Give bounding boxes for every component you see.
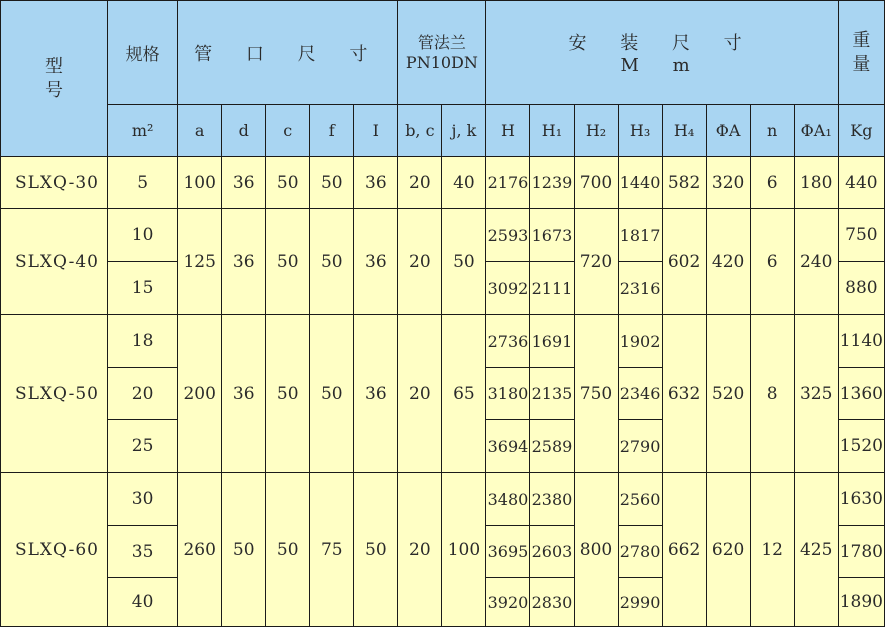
cell-h3: 2780 <box>618 526 662 578</box>
col-header: c <box>266 105 310 157</box>
cell-jk: 65 <box>442 315 486 473</box>
spec-cell: 35 <box>108 526 178 578</box>
spec-cell: 40 <box>108 578 178 627</box>
cell-d: 36 <box>222 315 266 473</box>
cell-phi-a: 420 <box>706 209 750 315</box>
cell-h: 2736 <box>486 315 530 368</box>
cell-h2: 720 <box>574 209 618 315</box>
cell-i: 36 <box>354 315 398 473</box>
cell-a: 260 <box>178 473 222 627</box>
col-header: H₄ <box>662 105 706 157</box>
col-header: a <box>178 105 222 157</box>
cell-h2: 800 <box>574 473 618 627</box>
cell-a: 200 <box>178 315 222 473</box>
cell-h1: 2111 <box>530 262 574 315</box>
cell-h: 3092 <box>486 262 530 315</box>
cell-phi-a: 520 <box>706 315 750 473</box>
col-header: H₂ <box>574 105 618 157</box>
cell-phi-a1: 240 <box>794 209 838 315</box>
cell-h1: 2603 <box>530 526 574 578</box>
header-install-size: 安 装 尺 寸 M m <box>486 1 838 105</box>
table-body <box>1 157 885 627</box>
cell-c: 50 <box>266 157 310 209</box>
model-cell: SLXQ-30 <box>1 157 108 209</box>
table-row <box>1 473 885 526</box>
table-header <box>1 1 885 157</box>
col-header: m² <box>108 105 178 157</box>
cell-f: 50 <box>310 209 354 315</box>
cell-kg: 1520 <box>838 420 884 473</box>
header-pipe-size: 管 口 尺 寸 <box>178 1 398 105</box>
col-header: ΦA <box>706 105 750 157</box>
spec-cell: 5 <box>108 157 178 209</box>
col-header: n <box>750 105 794 157</box>
cell-kg: 1780 <box>838 526 884 578</box>
cell-h1: 2589 <box>530 420 574 473</box>
spec-cell: 18 <box>108 315 178 368</box>
cell-f: 50 <box>310 315 354 473</box>
cell-h2: 750 <box>574 315 618 473</box>
cell-phi-a1: 425 <box>794 473 838 627</box>
col-header: I <box>354 105 398 157</box>
cell-i: 50 <box>354 473 398 627</box>
cell-h3: 1902 <box>618 315 662 368</box>
cell-i: 36 <box>354 209 398 315</box>
cell-h2: 700 <box>574 157 618 209</box>
cell-i: 36 <box>354 157 398 209</box>
spec-cell: 30 <box>108 473 178 526</box>
model-cell: SLXQ-50 <box>1 315 108 473</box>
col-header: H₁ <box>530 105 574 157</box>
cell-bc: 20 <box>398 473 442 627</box>
table-row <box>1 157 885 209</box>
spec-cell: 10 <box>108 209 178 262</box>
cell-h4: 602 <box>662 209 706 315</box>
header-model: 型 号 <box>1 1 108 157</box>
table-row <box>1 209 885 262</box>
cell-n: 12 <box>750 473 794 627</box>
cell-kg: 880 <box>838 262 884 315</box>
cell-h1: 1673 <box>530 209 574 262</box>
cell-jk: 100 <box>442 473 486 627</box>
cell-f: 75 <box>310 473 354 627</box>
spec-cell: 15 <box>108 262 178 315</box>
cell-h3: 2560 <box>618 473 662 526</box>
model-cell: SLXQ-40 <box>1 209 108 315</box>
cell-a: 100 <box>178 157 222 209</box>
cell-h4: 632 <box>662 315 706 473</box>
cell-phi-a: 320 <box>706 157 750 209</box>
cell-h3: 1440 <box>618 157 662 209</box>
cell-kg: 1140 <box>838 315 884 368</box>
cell-h1: 1239 <box>530 157 574 209</box>
cell-h: 3920 <box>486 578 530 627</box>
cell-d: 36 <box>222 209 266 315</box>
cell-c: 50 <box>266 473 310 627</box>
cell-kg: 1360 <box>838 368 884 420</box>
cell-h1: 2380 <box>530 473 574 526</box>
cell-h1: 2830 <box>530 578 574 627</box>
cell-a: 125 <box>178 209 222 315</box>
cell-h3: 2990 <box>618 578 662 627</box>
cell-h: 3480 <box>486 473 530 526</box>
cell-bc: 20 <box>398 209 442 315</box>
cell-kg: 1890 <box>838 578 884 627</box>
cell-f: 50 <box>310 157 354 209</box>
cell-jk: 40 <box>442 157 486 209</box>
col-header: Kg <box>838 105 884 157</box>
cell-n: 8 <box>750 315 794 473</box>
col-header: f <box>310 105 354 157</box>
cell-phi-a: 620 <box>706 473 750 627</box>
col-header: H₃ <box>618 105 662 157</box>
col-header: j, k <box>442 105 486 157</box>
cell-kg: 1630 <box>838 473 884 526</box>
cell-jk: 50 <box>442 209 486 315</box>
header-spec: 规格 <box>108 1 178 105</box>
cell-h3: 2316 <box>618 262 662 315</box>
cell-h3: 2346 <box>618 368 662 420</box>
cell-h1: 1691 <box>530 315 574 368</box>
cell-kg: 750 <box>838 209 884 262</box>
cell-h4: 662 <box>662 473 706 627</box>
header-weight: 重 量 <box>838 1 884 105</box>
cell-c: 50 <box>266 315 310 473</box>
cell-phi-a1: 180 <box>794 157 838 209</box>
model-cell: SLXQ-60 <box>1 473 108 627</box>
cell-h: 2593 <box>486 209 530 262</box>
cell-phi-a1: 325 <box>794 315 838 473</box>
col-header: H <box>486 105 530 157</box>
col-header: d <box>222 105 266 157</box>
cell-h3: 1817 <box>618 209 662 262</box>
cell-kg: 440 <box>838 157 884 209</box>
header-flange: 管法兰 PN10DN <box>398 1 486 105</box>
cell-h: 3694 <box>486 420 530 473</box>
cell-n: 6 <box>750 209 794 315</box>
cell-h: 3180 <box>486 368 530 420</box>
cell-bc: 20 <box>398 157 442 209</box>
cell-d: 36 <box>222 157 266 209</box>
cell-h: 2176 <box>486 157 530 209</box>
spec-cell: 25 <box>108 420 178 473</box>
table-row <box>1 315 885 368</box>
cell-bc: 20 <box>398 315 442 473</box>
col-header: ΦA₁ <box>794 105 838 157</box>
cell-d: 50 <box>222 473 266 627</box>
cell-c: 50 <box>266 209 310 315</box>
cell-h4: 582 <box>662 157 706 209</box>
spec-cell: 20 <box>108 368 178 420</box>
cell-h: 3695 <box>486 526 530 578</box>
cell-h1: 2135 <box>530 368 574 420</box>
cell-n: 6 <box>750 157 794 209</box>
col-header: b, c <box>398 105 442 157</box>
cell-h3: 2790 <box>618 420 662 473</box>
